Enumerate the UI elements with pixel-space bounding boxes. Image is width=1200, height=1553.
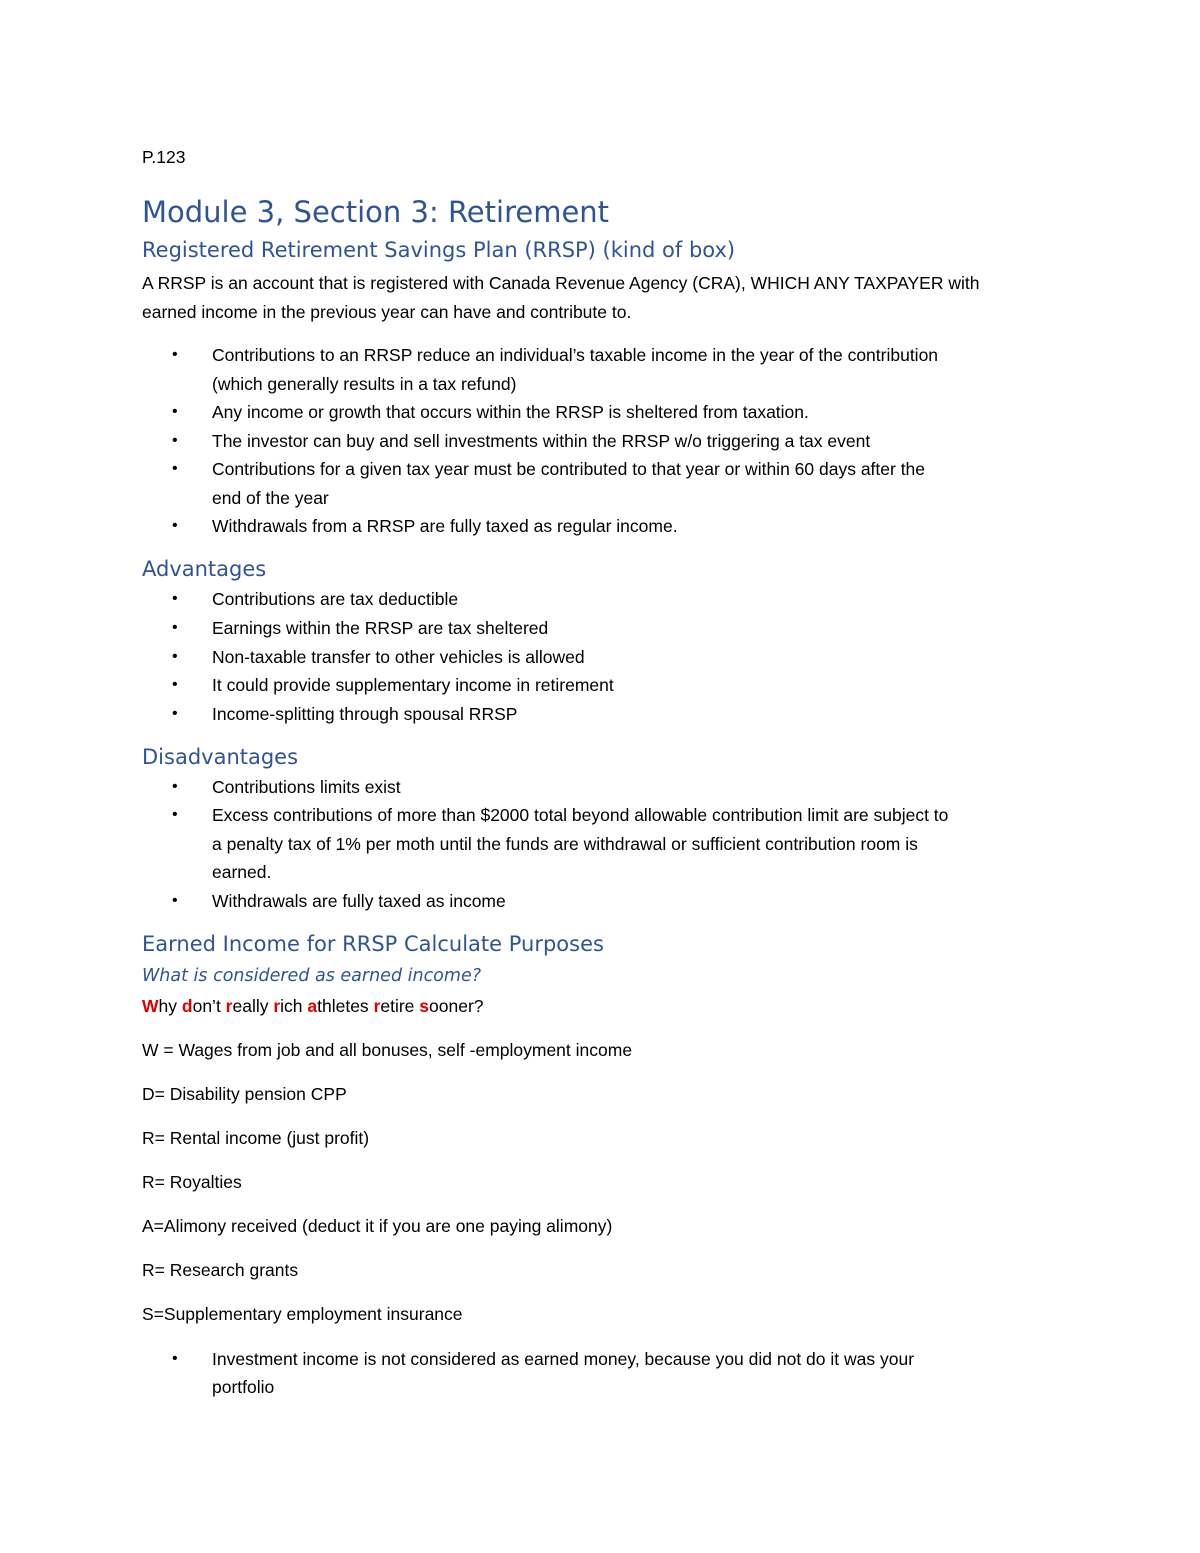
advantages-heading: Advantages: [142, 557, 267, 581]
final-bullet-line-2: portfolio: [212, 1377, 275, 1397]
advantage-item: Non-taxable transfer to other vehicles is allowed: [212, 647, 585, 667]
bullet-icon: •: [172, 676, 178, 693]
mnemonic-initial: d: [181, 996, 193, 1016]
bullet-icon: •: [172, 619, 178, 636]
earned-item-r-research: R= Research grants: [142, 1260, 299, 1280]
bullet-icon: •: [172, 432, 178, 449]
bullet-icon: •: [172, 460, 178, 477]
advantage-item: Income-splitting through spousal RRSP: [212, 704, 518, 724]
intro-line-1: A RRSP is an account that is registered with Canada Revenue Agency (CRA), WHICH ANY TAXPAYER with: [142, 273, 980, 293]
mnemonic-initial: r: [225, 996, 233, 1016]
mnemonic-text: etire: [380, 996, 420, 1016]
earned-item-s: S=Supplementary employment insurance: [142, 1304, 463, 1324]
final-bullet-line-1: Investment income is not considered as earned money, because you did not do it was your: [212, 1349, 915, 1369]
rrsp-bullet-5: Withdrawals from a RRSP are fully taxed as regular income.: [212, 516, 678, 536]
rrsp-bullet-4-line-2: end of the year: [212, 488, 329, 508]
mnemonic-line: [142, 992, 484, 1020]
page-title: Module 3, Section 3: Retirement: [142, 195, 610, 229]
advantage-item: Contributions are tax deductible: [212, 589, 459, 609]
bullet-icon: •: [172, 892, 178, 909]
bullet-icon: •: [172, 517, 178, 534]
disadvantage-item-line-3: earned.: [212, 862, 272, 882]
advantage-item: It could provide supplementary income in retirement: [212, 675, 614, 695]
bullet-icon: •: [172, 705, 178, 722]
earned-item-a: A=Alimony received (deduct it if you are one paying alimony): [142, 1216, 613, 1236]
bullet-icon: •: [172, 346, 178, 363]
mnemonic-text: thletes: [317, 996, 374, 1016]
mnemonic-text: ooner?: [429, 996, 484, 1016]
bullet-icon: •: [172, 590, 178, 607]
rrsp-bullet-4-line-1: Contributions for a given tax year must be contributed to that year or within 60 days after the: [212, 459, 926, 479]
disadvantages-heading: Disadvantages: [142, 745, 299, 769]
rrsp-bullet-2: Any income or growth that occurs within the RRSP is sheltered from taxation.: [212, 402, 809, 422]
mnemonic-text: eally: [232, 996, 274, 1016]
mnemonic-text: on’t: [192, 996, 226, 1016]
mnemonic-initial: s: [419, 996, 430, 1016]
mnemonic-initial: W: [142, 996, 159, 1016]
rrsp-bullet-3: The investor can buy and sell investments within the RRSP w/o triggering a tax event: [212, 431, 871, 451]
bullet-icon: •: [172, 1350, 178, 1367]
disadvantage-item: Contributions limits exist: [212, 777, 401, 797]
bullet-icon: •: [172, 778, 178, 795]
mnemonic-initial: a: [307, 996, 318, 1016]
mnemonic-initial: r: [373, 996, 381, 1016]
advantage-item: Earnings within the RRSP are tax sheltered: [212, 618, 549, 638]
disadvantage-item-line-2: a penalty tax of 1% per moth until the funds are withdrawal or sufficient contribution room is: [212, 834, 918, 854]
earned-income-subheading: What is considered as earned income?: [142, 966, 481, 986]
mnemonic-text: ich: [280, 996, 308, 1016]
bullet-icon: •: [172, 648, 178, 665]
rrsp-bullet-1-line-2: (which generally results in a tax refund): [212, 374, 517, 394]
rrsp-heading: Registered Retirement Savings Plan (RRSP) (kind of box): [142, 238, 736, 262]
disadvantage-item-line-1: Excess contributions of more than $2000 total beyond allowable contribution limit are subject to: [212, 805, 949, 825]
earned-item-r-rental: R= Rental income (just profit): [142, 1128, 370, 1148]
earned-item-d: D= Disability pension CPP: [142, 1084, 347, 1104]
disadvantage-item: Withdrawals are fully taxed as income: [212, 891, 506, 911]
rrsp-bullet-1-line-1: Contributions to an RRSP reduce an individual’s taxable income in the year of the contribution: [212, 345, 939, 365]
bullet-icon: •: [172, 403, 178, 420]
earned-item-w: W = Wages from job and all bonuses, self -employment income: [142, 1040, 633, 1060]
earned-income-heading: Earned Income for RRSP Calculate Purposes: [142, 932, 604, 956]
page-number: P.123: [142, 147, 186, 167]
earned-item-r-royalties: R= Royalties: [142, 1172, 242, 1192]
mnemonic-initial: r: [273, 996, 281, 1016]
mnemonic-text: hy: [158, 996, 182, 1016]
intro-line-2: earned income in the previous year can have and contribute to.: [142, 302, 632, 322]
bullet-icon: •: [172, 806, 178, 823]
